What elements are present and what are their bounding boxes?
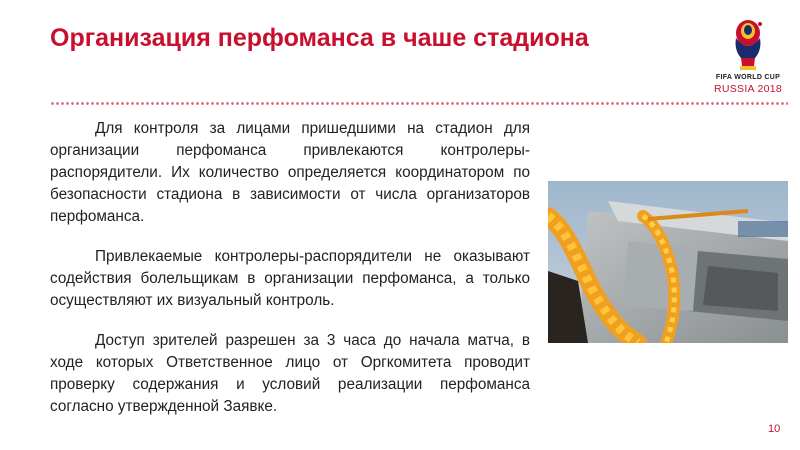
logo-title: FIFA WORLD CUP — [715, 74, 781, 81]
paragraph-3: Доступ зрителей разрешен за 3 часа до начала матча, в ходе которых Ответственное лицо от Оргкомитета проводит проверку содержания и условий реализации перфоманса согласно утвержденной Заявке. — [50, 332, 530, 415]
fifa-world-cup-logo — [708, 16, 788, 100]
slide-title: Организация перфоманса в чаше стадиона — [50, 24, 589, 52]
paragraph-2: Привлекаемые контролеры-распорядители не оказывают содействия болельщикам в организации перфоманса, а только осуществляют их визуальный контроль. — [50, 248, 530, 309]
paragraph-1: Для контроля за лицами пришедшими на стадион для организации перфоманса привлекаются контролеры-распорядители. Их количество определяется координатором по безопасности стадиона в зависимости от числа организаторов перфоманса. — [50, 120, 530, 225]
body-text — [50, 118, 530, 436]
stadium-photo — [548, 181, 788, 343]
dotted-divider — [50, 101, 788, 106]
logo-subtitle: RUSSIA 2018 — [713, 83, 783, 95]
page-number: 10 — [768, 423, 781, 435]
fifa-world-cup-logo-icon — [708, 16, 788, 74]
